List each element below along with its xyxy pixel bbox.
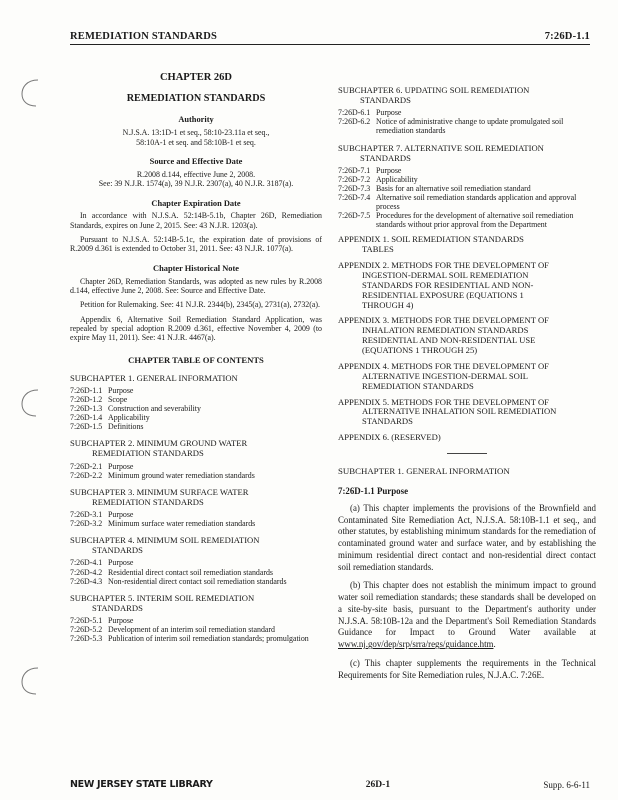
- history-paragraph: Petition for Rulemaking. See: 41 N.J.R. 2344(b), 2345(a), 2731(a), 2732(a).: [80, 300, 320, 310]
- toc-section-title: Purpose: [108, 615, 134, 625]
- toc-section-title: Applicability: [376, 174, 418, 184]
- paragraph-c: (c) This chapter supplements the requirements in the Technical Requirements for Site Remediation rules, N.J.A.C. 7:26E.: [338, 657, 596, 680]
- appendix-entry[interactable]: [338, 316, 596, 356]
- appendix-title-line: APPENDIX 2. METHODS FOR THE DEVELOPMENT OF: [338, 260, 549, 271]
- appendix-title-line: STANDARDS: [362, 416, 413, 427]
- toc-subchapter-title-line: SUBCHAPTER 1. GENERAL INFORMATION: [70, 372, 238, 383]
- toc-subchapter-title-line: STANDARDS: [92, 602, 143, 613]
- toc-entry[interactable]: [70, 577, 322, 586]
- toc-section-number: 7:26D-1.3: [70, 404, 103, 414]
- toc-section-title: Non-residential direct contact soil remediation standards: [108, 576, 287, 586]
- body-subchapter-heading: SUBCHAPTER 1. GENERAL INFORMATION: [338, 466, 510, 477]
- authority-heading: Authority: [178, 115, 214, 125]
- toc-subchapter-title: [70, 593, 322, 613]
- source-line: R.2008 d.144, effective June 2, 2008.: [136, 169, 256, 179]
- toc-section-title: Residential direct contact soil remediation standards: [108, 567, 273, 577]
- toc-heading: CHAPTER TABLE OF CONTENTS: [128, 354, 264, 365]
- toc-entry[interactable]: [70, 386, 322, 395]
- guidance-link[interactable]: www.nj.gov/dep/srp/srra/regs/guidance.htm: [338, 639, 494, 650]
- toc-section-number: 7:26D-1.5: [70, 422, 103, 432]
- toc-section-title: Purpose: [108, 461, 134, 471]
- toc-section-number: 7:26D-4.3: [70, 576, 103, 586]
- library-stamp: NEW JERSEY STATE LIBRARY: [70, 779, 213, 790]
- history-paragraph: Appendix 6, Alternative Soil Remediation Standard Application, was repealed by special adoption R.2009 d.361, effective November 4, 2009 (to expire May 11, 2011). See: 41 N.J.R. 4467(a).: [70, 314, 322, 343]
- appendix-title-line: APPENDIX 6. (RESERVED): [338, 432, 441, 443]
- toc-section-title: Alternative soil remediation standards application and approval process: [376, 193, 577, 212]
- page-footer: [70, 774, 590, 790]
- page-number: 26D-1: [365, 780, 391, 790]
- toc-section-number: 7:26D-3.1: [70, 510, 103, 520]
- header-section-number: 7:26D-1.1: [544, 31, 590, 42]
- toc-section-number: 7:26D-4.1: [70, 558, 103, 568]
- toc-section-number: 7:26D-6.1: [338, 108, 371, 118]
- section-divider: [447, 453, 487, 454]
- toc-subchapter-title: [70, 535, 322, 555]
- appendix-title-line: INGESTION-DERMAL SOIL REMEDIATION: [362, 269, 529, 280]
- appendix-title-line: INHALATION REMEDIATION STANDARDS: [362, 325, 529, 336]
- right-column: [338, 78, 596, 688]
- header-rule: [70, 44, 590, 45]
- source-text: [70, 170, 322, 189]
- paragraph-a: (a) This chapter implements the provisions of the Brownfield and Contaminated Site Remediation Act, N.J.S.A. 58:10B-1.1 et seq., and other statutes, by establishing minimum standards for the remediation of contaminated ground water and surface water, and by establishing the minimum residential direct contact and non-residential direct contact soil remediation standards.: [338, 502, 596, 572]
- toc-entry[interactable]: [70, 625, 322, 634]
- toc-section-number: 7:26D-5.2: [70, 625, 103, 635]
- toc-section-title: Construction and severability: [108, 404, 201, 414]
- toc-section-title: Notice of administrative change to update promulgated soil remediation standards: [376, 117, 564, 136]
- toc-section-title: Purpose: [108, 385, 134, 395]
- toc-subchapter-title-line: REMEDIATION STANDARDS: [92, 496, 204, 507]
- appendix-title-line: THROUGH 4): [362, 299, 414, 310]
- paragraph-b-end: .: [493, 639, 496, 650]
- chapter-title: REMEDIATION STANDARDS: [126, 93, 266, 105]
- appendix-entry[interactable]: [338, 261, 596, 310]
- toc-section-number: 7:26D-7.2: [338, 174, 371, 184]
- history-paragraph: Chapter 26D, Remediation Standards, was adopted as new rules by R.2008 d.144, effective June 2, 2008. See: Source and Effective Date.: [70, 276, 322, 295]
- toc-entry[interactable]: [70, 568, 322, 577]
- expiration-heading: Chapter Expiration Date: [151, 198, 241, 208]
- toc-section-title: Development of an interim soil remediation standard: [108, 625, 275, 635]
- toc-subchapter-title-line: SUBCHAPTER 2. MINIMUM GROUND WATER: [70, 438, 248, 449]
- toc-entry[interactable]: [70, 413, 322, 422]
- expiration-paragraph: In accordance with N.J.S.A. 52:14B-5.1b, Chapter 26D, Remediation Standards, expires on June 2, 2015. See: 43 N.J.R. 1203(a).: [70, 211, 322, 230]
- toc-subchapter-title-line: STANDARDS: [360, 95, 411, 106]
- appendix-title-line: STANDARDS FOR RESIDENTIAL AND NON-: [362, 279, 534, 290]
- toc-subchapter-title-line: STANDARDS: [360, 152, 411, 163]
- appendix-title-line: (EQUATIONS 1 THROUGH 25): [362, 345, 478, 356]
- toc-section-number: 7:26D-1.2: [70, 394, 103, 404]
- toc-section-number: 7:26D-1.1: [70, 385, 103, 395]
- toc-left-list: [70, 373, 322, 643]
- toc-subchapter-title-line: SUBCHAPTER 5. INTERIM SOIL REMEDIATION: [70, 592, 255, 603]
- chapter-number: CHAPTER 26D: [159, 72, 233, 83]
- appendix-title-line: APPENDIX 1. SOIL REMEDIATION STANDARDS: [338, 234, 524, 245]
- toc-section-title: Basis for an alternative soil remediation standard: [376, 183, 531, 193]
- toc-section-number: 7:26D-7.1: [338, 165, 371, 175]
- toc-subchapter-title: [338, 85, 596, 105]
- toc-subchapter-title-line: REMEDIATION STANDARDS: [92, 448, 204, 459]
- toc-entry[interactable]: [338, 175, 596, 184]
- authority-line: 58:10A-1 et seq. and 58:10B-1 et seq.: [136, 137, 256, 147]
- section-title: 7:26D-1.1 Purpose: [338, 486, 409, 497]
- appendix-title-line: RESIDENTIAL EXPOSURE (EQUATIONS 1: [362, 289, 524, 300]
- toc-subchapter-title-line: SUBCHAPTER 7. ALTERNATIVE SOIL REMEDIATION: [338, 142, 544, 153]
- toc-entry[interactable]: [70, 471, 322, 480]
- toc-section-number: 7:26D-5.3: [70, 634, 103, 644]
- toc-entry[interactable]: [70, 510, 322, 519]
- toc-entry[interactable]: [338, 193, 596, 211]
- toc-entry[interactable]: [70, 558, 322, 567]
- source-heading: Source and Effective Date: [149, 156, 243, 166]
- toc-entry[interactable]: [338, 211, 596, 229]
- toc-entry[interactable]: [338, 166, 596, 175]
- toc-section-title: Applicability: [108, 413, 150, 423]
- history-heading: Chapter Historical Note: [153, 263, 239, 273]
- toc-section-title: Minimum ground water remediation standards: [108, 470, 255, 480]
- toc-subchapter-title: [70, 487, 322, 507]
- binder-hole-mark-bottom: [18, 664, 44, 698]
- binder-hole-mark-top: [18, 76, 44, 110]
- toc-entry[interactable]: [70, 634, 322, 643]
- toc-entry[interactable]: [70, 519, 322, 528]
- authority-line: N.J.S.A. 13:1D-1 et seq., 58:10-23.11a et seq.,: [122, 128, 270, 138]
- toc-section-title: Minimum surface water remediation standards: [108, 519, 256, 529]
- appendix-title-line: APPENDIX 5. METHODS FOR THE DEVELOPMENT OF: [338, 396, 549, 407]
- appendix-title-line: ALTERNATIVE INHALATION SOIL REMEDIATION: [362, 406, 557, 417]
- toc-entry[interactable]: [338, 108, 596, 117]
- toc-section-number: 7:26D-7.3: [338, 183, 371, 193]
- toc-subchapter-title-line: STANDARDS: [92, 545, 143, 556]
- toc-entry[interactable]: [70, 422, 322, 431]
- appendix-title-line: RESIDENTIAL AND NON-RESIDENTIAL USE: [362, 335, 536, 346]
- toc-section-number: 7:26D-5.1: [70, 615, 103, 625]
- appendix-title-line: REMEDIATION STANDARDS: [362, 380, 474, 391]
- toc-entry[interactable]: [70, 616, 322, 625]
- appendix-title-line: TABLES: [362, 244, 394, 255]
- appendix-title-line: APPENDIX 3. METHODS FOR THE DEVELOPMENT OF: [338, 315, 549, 326]
- toc-subchapter-title-line: SUBCHAPTER 3. MINIMUM SURFACE WATER: [70, 486, 249, 497]
- appendix-entry[interactable]: [338, 433, 596, 443]
- toc-section-title: Scope: [108, 394, 128, 404]
- toc-entry[interactable]: [70, 395, 322, 404]
- toc-section-title: Purpose: [108, 510, 134, 520]
- appendix-list: [338, 235, 596, 443]
- toc-section-title: Procedures for the development of alternative soil remediation standards without prior approval from the Department: [376, 211, 574, 230]
- expiration-paragraph: Pursuant to N.J.S.A. 52:14B-5.1c, the expiration date of provisions of R.2009 d.361 is extended to October 31, 2011. See: 43 N.J.R. 1077(a).: [70, 235, 322, 254]
- left-column: [70, 70, 322, 643]
- appendix-entry[interactable]: [338, 398, 596, 428]
- toc-subchapter-title: [338, 143, 596, 163]
- toc-section-title: Definitions: [108, 422, 144, 432]
- toc-section-number: 7:26D-7.4: [338, 193, 371, 203]
- toc-entry[interactable]: [70, 462, 322, 471]
- toc-subchapter-title: [70, 373, 322, 383]
- toc-section-number: 7:26D-7.5: [338, 211, 371, 221]
- running-header: [70, 24, 590, 42]
- toc-entry[interactable]: [338, 184, 596, 193]
- paragraph-b: [338, 580, 596, 651]
- toc-section-title: Purpose: [108, 558, 134, 568]
- supplement-date: Supp. 6-6-11: [543, 780, 590, 790]
- appendix-entry[interactable]: [338, 235, 596, 255]
- authority-text: [70, 128, 322, 147]
- toc-section-number: 7:26D-2.1: [70, 461, 103, 471]
- toc-right-list: [338, 85, 596, 229]
- toc-entry[interactable]: [338, 117, 596, 135]
- toc-section-number: 7:26D-1.4: [70, 413, 103, 423]
- appendix-title-line: APPENDIX 4. METHODS FOR THE DEVELOPMENT OF: [338, 360, 549, 371]
- binder-hole-mark-middle: [18, 386, 44, 420]
- toc-section-number: 7:26D-2.2: [70, 470, 103, 480]
- toc-subchapter-title-line: SUBCHAPTER 4. MINIMUM SOIL REMEDIATION: [70, 535, 260, 546]
- toc-entry[interactable]: [70, 404, 322, 413]
- toc-subchapter-title-line: SUBCHAPTER 6. UPDATING SOIL REMEDIATION: [338, 85, 530, 95]
- toc-section-number: 7:26D-6.2: [338, 117, 371, 127]
- toc-section-number: 7:26D-4.2: [70, 567, 103, 577]
- appendix-title-line: ALTERNATIVE INGESTION-DERMAL SOIL: [362, 370, 528, 381]
- toc-section-number: 7:26D-3.2: [70, 519, 103, 529]
- toc-section-title: Purpose: [376, 165, 402, 175]
- toc-subchapter-title: [70, 438, 322, 458]
- paragraph-b-text: (b) This chapter does not establish the minimum impact to ground water soil remediation standards; these standards shall be developed on a site-by-site basis, pursuant to the Department's authority under N.J.S.A. 58:10B-12a and the Department's Soil Remediation Standards Guidance for Impact to Ground Water available at: [338, 580, 596, 638]
- toc-section-title: Publication of interim soil remediation standards; promulgation: [108, 634, 309, 644]
- source-line: See: 39 N.J.R. 1574(a), 39 N.J.R. 2307(a), 40 N.J.R. 3187(a).: [98, 179, 294, 189]
- header-title: REMEDIATION STANDARDS: [70, 31, 218, 42]
- appendix-entry[interactable]: [338, 362, 596, 392]
- toc-section-title: Purpose: [376, 108, 402, 118]
